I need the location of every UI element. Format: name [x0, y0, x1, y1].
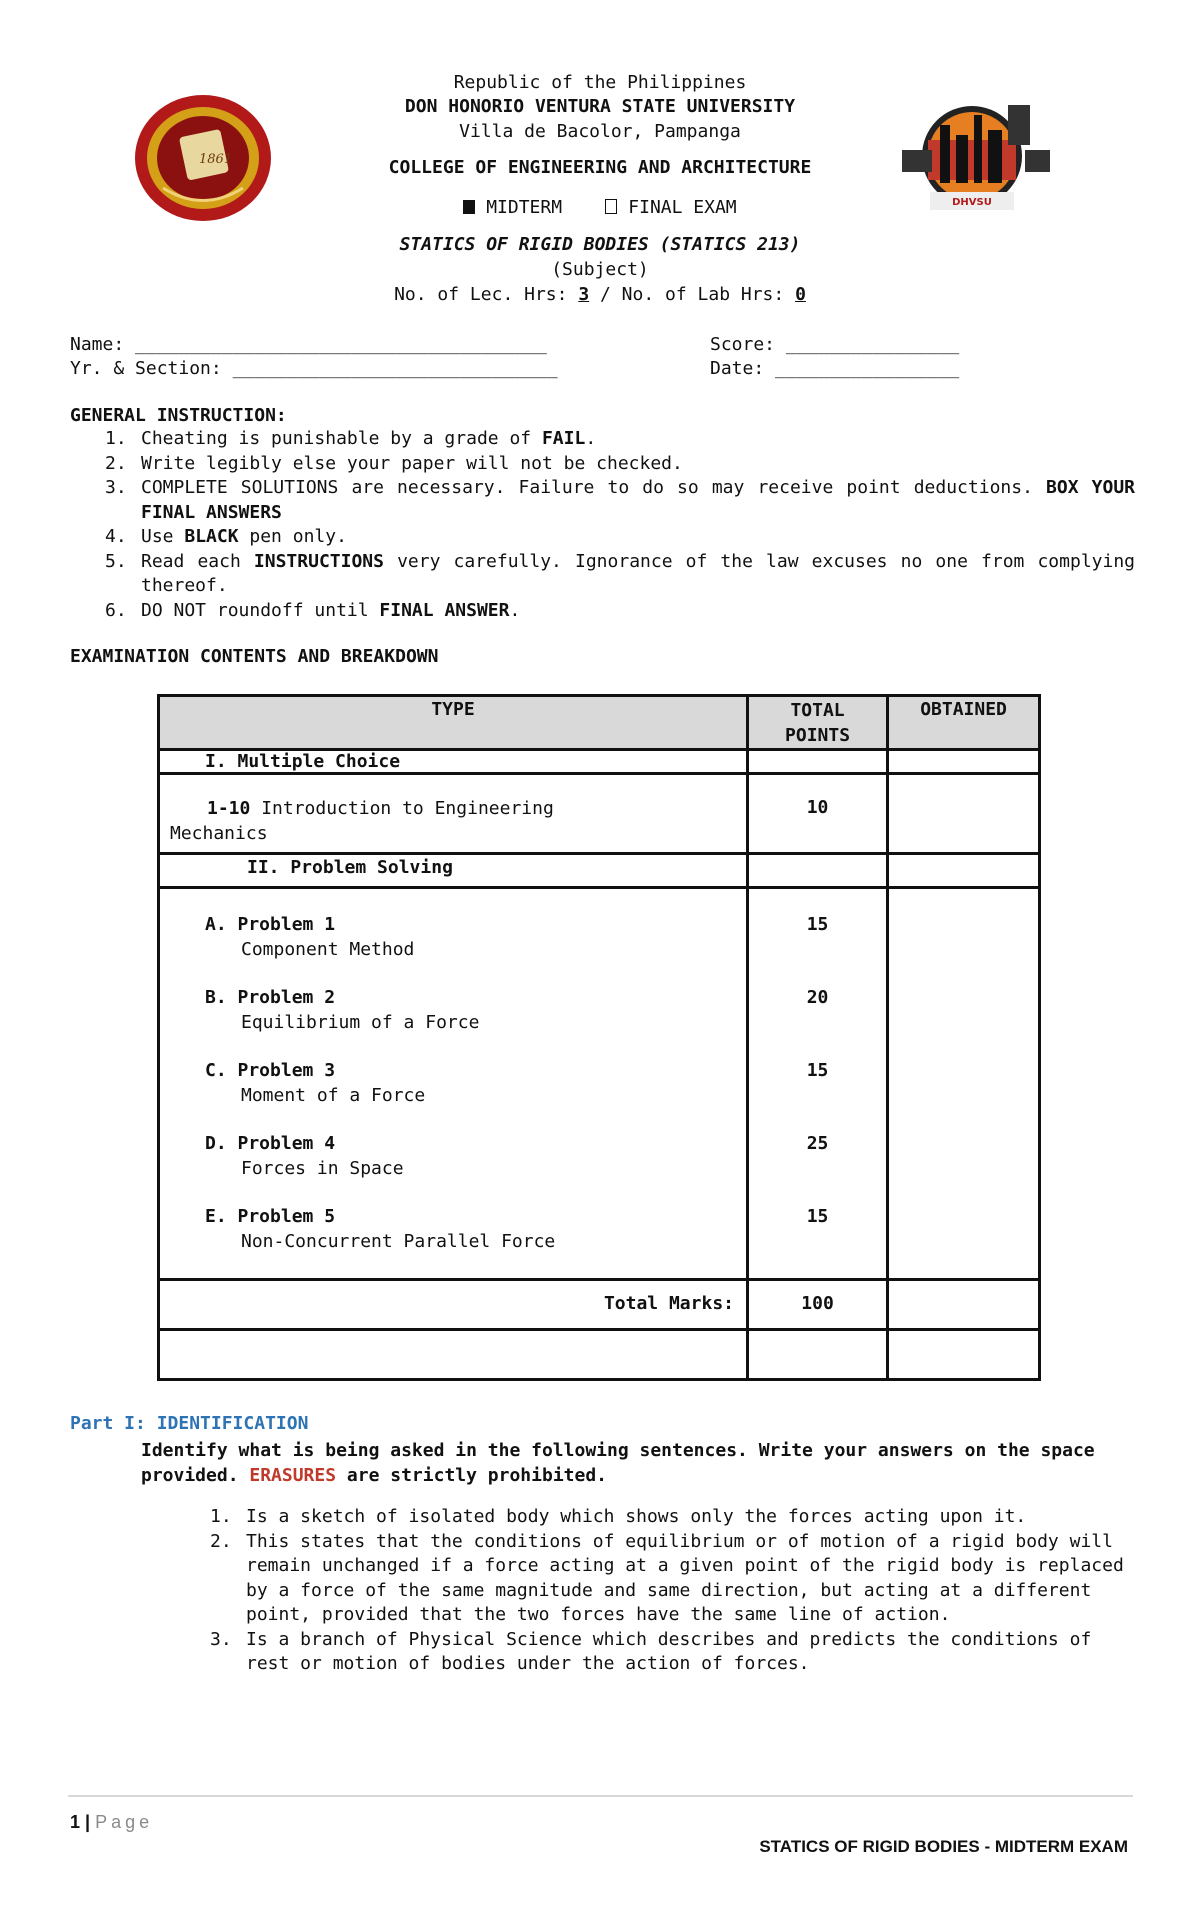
col-total-header: TOTAL POINTS	[748, 696, 888, 750]
table-row	[159, 1330, 1040, 1380]
instruction-item: 1. Cheating is punishable by a grade of FAIL.	[105, 428, 597, 449]
name-field[interactable]	[70, 334, 547, 355]
header-college: COLLEGE OF ENGINEERING AND ARCHITECTURE	[388, 157, 812, 178]
col-obtained-header: OBTAINED	[888, 696, 1040, 750]
question-item: 1. Is a sketch of isolated body which shows only the forces acting upon it.	[210, 1506, 1027, 1527]
problems-points-cell: 15 20 15 25 15	[748, 888, 888, 1280]
name-label: Name:	[70, 334, 125, 355]
table-row	[159, 888, 1040, 1280]
breakdown-heading: EXAMINATION CONTENTS AND BREAKDOWN	[70, 646, 439, 667]
midterm-label: MIDTERM	[486, 197, 563, 218]
problems-cell	[159, 888, 748, 1280]
header-location: Villa de Bacolor, Pampanga	[459, 121, 741, 142]
score-field[interactable]	[710, 334, 959, 355]
score-line[interactable]: ________________	[785, 334, 960, 355]
lec-hrs-label: No. of Lec. Hrs:	[394, 284, 568, 305]
exam-type-selector	[300, 197, 900, 218]
section-multiple-choice: I. Multiple Choice	[159, 750, 748, 774]
date-field[interactable]	[710, 358, 959, 379]
hours-line	[300, 284, 900, 305]
footer-divider	[68, 1795, 1133, 1797]
erasures-warning: ERASURES	[249, 1465, 337, 1486]
name-line[interactable]: ______________________________________	[135, 334, 547, 355]
final-exam-checkbox-icon[interactable]	[605, 199, 617, 214]
svg-text:1861: 1861	[199, 152, 233, 167]
svg-text:DHVSU: DHVSU	[952, 197, 992, 208]
instruction-item: 2. Write legibly else your paper will not be checked.	[105, 452, 683, 474]
part1-instruction: Identify what is being asked in the following sentences. Write your answers on the space provided. ERASURES are strictly prohibited.	[141, 1440, 1095, 1486]
mc-item-cell: 1-10 Introduction to Engineering Mechanics	[159, 774, 748, 854]
problem-item: E. Problem 5 Non-Concurrent Parallel Force	[205, 1206, 556, 1252]
section-field[interactable]	[70, 358, 558, 379]
problem-item: A. Problem 1 Component Method	[205, 914, 415, 960]
question-item: 2. This states that the conditions of equilibrium or of motion of a rigid body will remain unchanged if a force acting at a given point of the rigid body is replaced by a force of the same magnitude and same direction, but acting at a different point, provided that the two forces have the same line of action.	[210, 1530, 1124, 1625]
total-obtained[interactable]	[888, 1280, 1040, 1330]
subject-caption: (Subject)	[551, 259, 649, 280]
university-seal-logo	[133, 93, 273, 223]
footer-page-number: 1 | Page	[70, 1812, 154, 1832]
section-label: Yr. & Section:	[70, 358, 222, 379]
general-instruction-heading: GENERAL INSTRUCTION:	[70, 405, 287, 426]
instruction-item: 5. Read each INSTRUCTIONS very carefully. Ignorance of the law excuses no one from complying thereof.	[105, 550, 1136, 596]
lab-hrs-value: 0	[795, 284, 806, 305]
lab-hrs-label: / No. of Lab Hrs:	[600, 284, 785, 305]
instruction-item: 6. DO NOT roundoff until FINAL ANSWER.	[105, 599, 521, 621]
score-label: Score:	[710, 334, 776, 355]
col-type-header: TYPE	[159, 696, 748, 750]
table-row	[159, 750, 1040, 774]
table-row	[159, 774, 1040, 854]
part1-title: Part I: IDENTIFICATION	[70, 1413, 309, 1434]
section-problem-solving: II. Problem Solving	[159, 854, 748, 888]
table-row	[159, 1280, 1040, 1330]
identification-questions	[210, 1505, 1135, 1677]
instruction-item: 3. COMPLETE SOLUTIONS are necessary. Failure to do so may receive point deductions. BOX YOUR FINAL ANSWERS	[105, 477, 1135, 523]
problems-obtained[interactable]	[888, 888, 1040, 1280]
mc-points: 10	[748, 774, 888, 854]
problem-item: C. Problem 3 Moment of a Force	[205, 1060, 426, 1106]
header-republic: Republic of the Philippines	[453, 72, 747, 93]
footer-doc-title: STATICS OF RIGID BODIES - MIDTERM EXAM	[759, 1837, 1128, 1856]
header-university: DON HONORIO VENTURA STATE UNIVERSITY	[404, 96, 796, 117]
final-exam-label: FINAL EXAM	[628, 197, 737, 218]
section-line[interactable]: ______________________________	[232, 358, 558, 379]
total-marks-value: 100	[748, 1280, 888, 1330]
question-item: 3. Is a branch of Physical Science which describes and predicts the conditions of rest or motion of bodies under the action of forces.	[210, 1628, 1092, 1674]
table-header-row	[159, 696, 1040, 750]
date-label: Date:	[710, 358, 765, 379]
instruction-item: 4. Use BLACK pen only.	[105, 526, 347, 547]
problem-item: D. Problem 4 Forces in Space	[205, 1133, 404, 1179]
problem-item: B. Problem 2 Equilibrium of a Force	[205, 987, 480, 1033]
instruction-list	[105, 427, 1135, 623]
mc-obtained[interactable]	[888, 774, 1040, 854]
table-row	[159, 854, 1040, 888]
total-marks-label: Total Marks:	[159, 1280, 748, 1330]
date-line[interactable]: _________________	[775, 358, 960, 379]
college-engineering-logo	[890, 100, 1055, 218]
subject-title: STATICS OF RIGID BODIES (STATICS 213)	[399, 234, 801, 255]
breakdown-table	[157, 694, 1041, 1381]
lec-hrs-value: 3	[578, 284, 590, 305]
midterm-checkbox-checked-icon[interactable]	[463, 200, 475, 214]
